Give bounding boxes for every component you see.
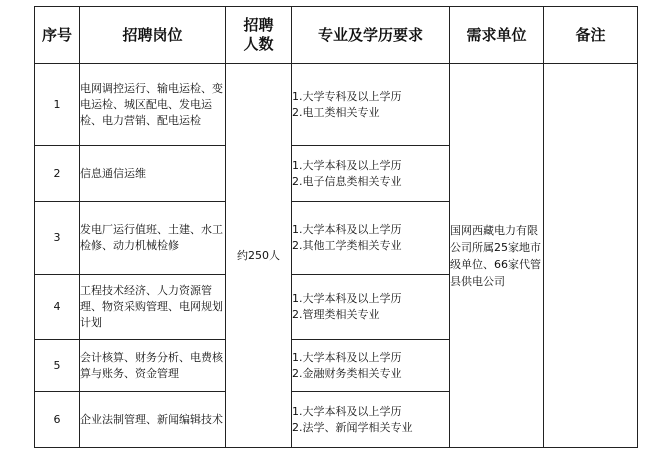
row-index: 4 (35, 275, 80, 340)
row-position: 发电厂运行值班、土建、水工检修、动力机械检修 (80, 202, 226, 275)
row-index: 1 (35, 64, 80, 146)
note-cell (544, 64, 638, 448)
header-count-line2: 人数 (243, 35, 274, 53)
row-index: 5 (35, 340, 80, 392)
row-requirement (292, 340, 450, 392)
row-index: 6 (35, 392, 80, 448)
header-position: 招聘岗位 (80, 7, 226, 64)
row-requirement (292, 202, 450, 275)
employer-cell: 国网西藏电力有限公司所属25家地市级单位、66家代管县供电公司 (450, 64, 544, 448)
requirement-education: 1.大学本科及以上学历 (292, 223, 402, 236)
header-count-line1: 招聘 (243, 16, 274, 34)
row-position: 电网调控运行、输电运检、变电运检、城区配电、发电运检、电力营销、配电运检 (80, 64, 226, 146)
requirement-major: 2.管理类相关专业 (292, 308, 380, 321)
header-count (226, 7, 292, 64)
requirement-education: 1.大学专科及以上学历 (292, 89, 402, 103)
requirement-major: 2.法学、新闻学相关专业 (292, 420, 413, 434)
requirement-major: 2.其他工学类相关专业 (292, 239, 402, 252)
table-row (35, 64, 638, 146)
requirement-major: 2.电子信息类相关专业 (292, 174, 402, 188)
header-unit: 需求单位 (450, 7, 544, 64)
row-requirement (292, 392, 450, 448)
row-position: 会计核算、财务分析、电费核算与账务、资金管理 (80, 340, 226, 392)
header-note: 备注 (544, 7, 638, 64)
headcount-cell: 约250人 (226, 64, 292, 448)
recruitment-table (34, 6, 638, 448)
row-position: 企业法制管理、新闻编辑技术 (80, 392, 226, 448)
row-index: 2 (35, 146, 80, 202)
row-requirement (292, 64, 450, 146)
row-position: 信息通信运维 (80, 146, 226, 202)
requirement-education: 1.大学本科及以上学历 (292, 292, 402, 305)
requirement-education: 1.大学本科及以上学历 (292, 404, 402, 418)
row-requirement (292, 275, 450, 340)
header-index: 序号 (35, 7, 80, 64)
requirement-education: 1.大学本科及以上学历 (292, 350, 402, 364)
header-row (35, 7, 638, 64)
header-requirement: 专业及学历要求 (292, 7, 450, 64)
requirement-education: 1.大学本科及以上学历 (292, 158, 402, 172)
requirement-major: 2.金融财务类相关专业 (292, 366, 402, 380)
row-index: 3 (35, 202, 80, 275)
requirement-major: 2.电工类相关专业 (292, 105, 380, 119)
row-position: 工程技术经济、人力资源管理、物资采购管理、电网规划计划 (80, 275, 226, 340)
row-requirement (292, 146, 450, 202)
